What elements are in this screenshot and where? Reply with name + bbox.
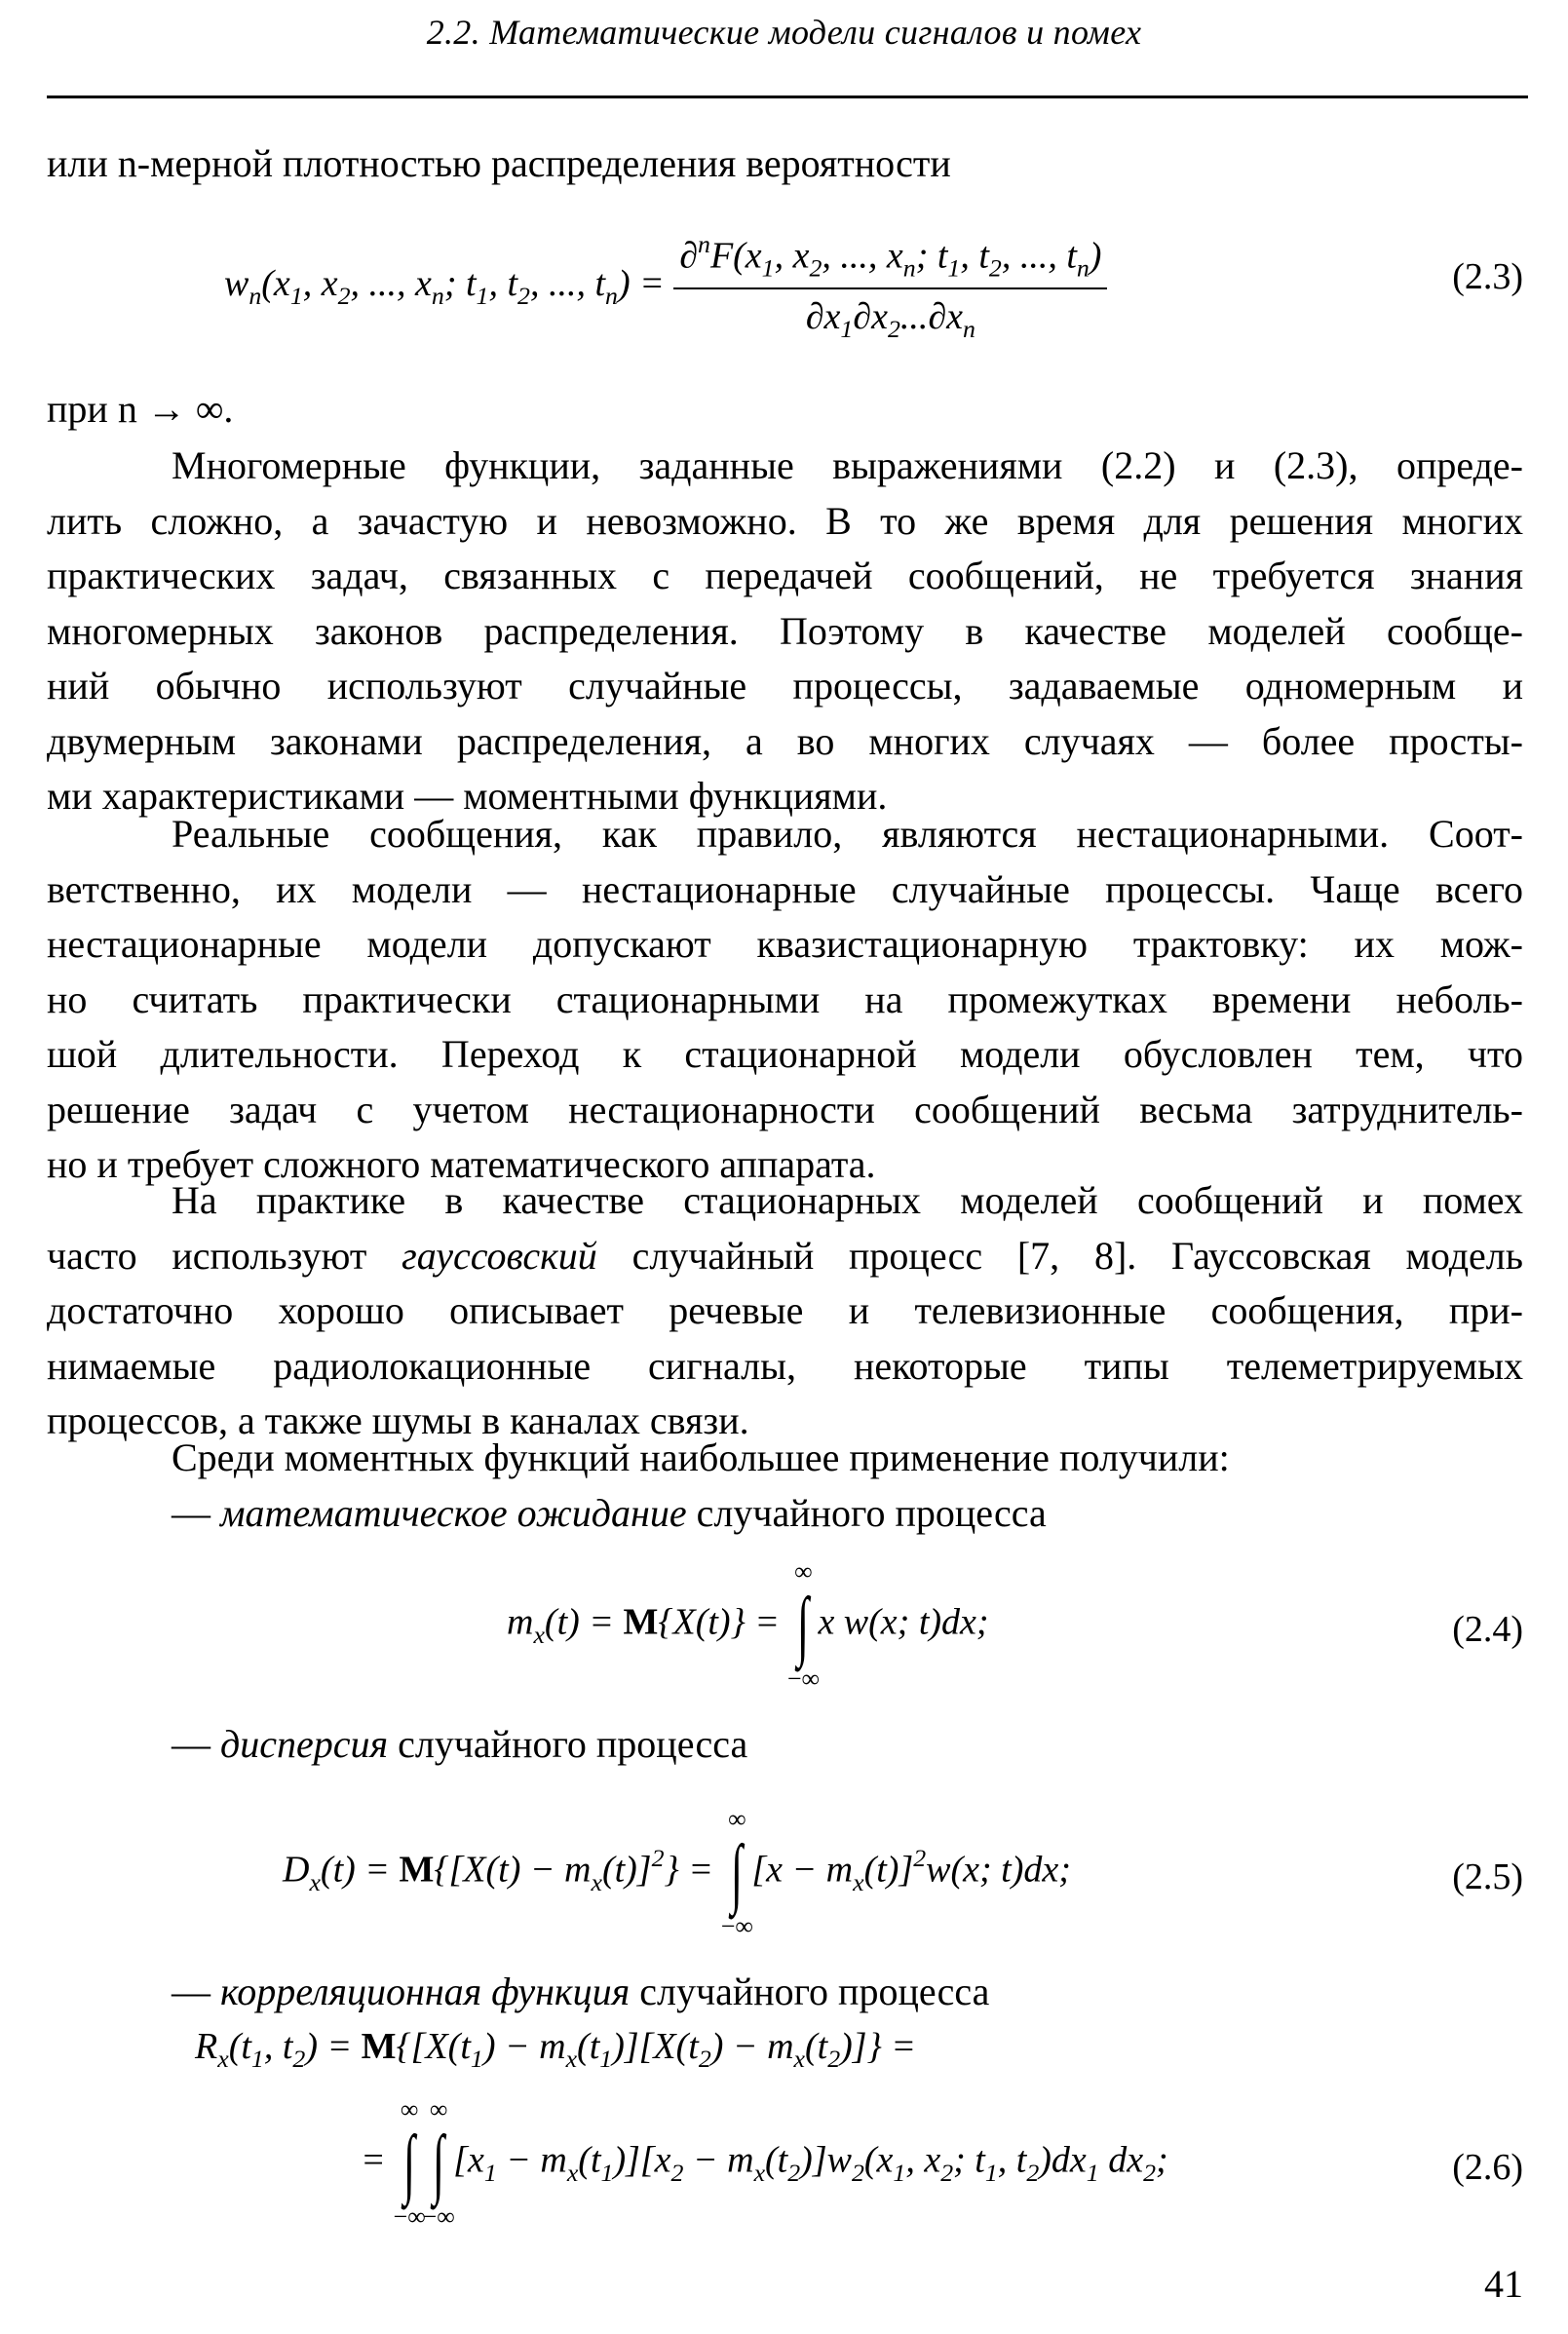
p2-line: но и требует сложного математического аппарата.	[47, 1142, 876, 1186]
integral-sign: ∞ ∫ −∞	[393, 2095, 426, 2231]
eq-2-6-number: (2.6)	[1452, 2147, 1523, 2188]
item-dash: —	[172, 1490, 210, 1535]
p1-line: многомерных законов распределения. Поэтому в качестве моделей сообще-	[47, 608, 1523, 653]
integral-sign: ∞ ∫ −∞	[422, 2095, 455, 2231]
p3-line: достаточно хорошо описывает речевые и телевизионные сообщения, при-	[47, 1288, 1523, 1332]
intro-condition-text: при n → ∞.	[47, 387, 234, 431]
p2-line: ветственно, их модели — нестационарные случайные процессы. Чаще всего	[47, 866, 1523, 911]
page-number: 41	[1484, 2262, 1523, 2306]
header-rule	[47, 96, 1528, 98]
integral-sign: ∞ ∫ −∞	[786, 1557, 821, 1693]
list-item-1	[47, 1486, 1523, 1542]
equation-2-6-line1: $R_x(t_1$, $t_2) = M\{[X(t_1) - m_x(t_1)][X(t_2) - m_x(t_2)]\}$ =	[195, 2026, 916, 2074]
eq-2-5-number: (2.5)	[1452, 1856, 1523, 1897]
p3-line	[47, 1229, 1523, 1284]
list-item-3-block	[47, 1965, 1523, 2020]
paragraph-4	[47, 1431, 1523, 1541]
p2-line: Реальные сообщения, как правило, являются нестационарными. Соот-	[172, 812, 1523, 856]
p3-line: нимаемые радиолокационные сигналы, некоторые типы телеметрируемых	[47, 1343, 1523, 1388]
integral-upper-limit: ∞	[429, 2095, 448, 2124]
p4-line: Среди моментных функций наибольшее применение получили:	[172, 1435, 1230, 1479]
p2-line: решение задач с учетом нестационарности сообщений весьма затруднитель-	[47, 1087, 1523, 1131]
eq-2-3-lhs: $w_n(x_1$, $x_2$, ..., $x_n$; $t_1$, $t_2$, ..., $t_n$) =	[224, 263, 665, 311]
list-item-2-block	[47, 1717, 1523, 1773]
list-item-3	[47, 1965, 1523, 2020]
p3-text: случайный процесс [7, 8]. Гауссовская модель	[631, 1233, 1524, 1278]
integral-lower-limit: −∞	[393, 2202, 426, 2231]
intro-condition	[47, 382, 1523, 438]
integral-upper-limit: ∞	[400, 2095, 419, 2124]
eq-2-3-denominator: $\partial x_1\partial x_2...\partial x_n$	[805, 295, 975, 343]
p1-line: лить сложно, а зачастую и невозможно. В то же время для решения многих	[47, 498, 1523, 543]
running-header: 2.2. Математические модели сигналов и помех	[426, 13, 1142, 52]
integral-lower-limit: −∞	[786, 1664, 821, 1693]
eq-2-4-number: (2.4)	[1452, 1609, 1523, 1650]
integral-upper-limit: ∞	[728, 1805, 746, 1833]
list-item-2	[47, 1717, 1523, 1773]
item-dash: —	[172, 1722, 210, 1766]
p1-line: Многомерные функции, заданные выражениями (2.2) и (2.3), опреде-	[172, 443, 1523, 487]
integral-sign: ∞ ∫ −∞	[720, 1805, 753, 1940]
p3-line: процессов, а также шумы в каналах связи.	[47, 1398, 749, 1442]
equation-2-6-line2: = ∞ ∫ −∞ ∞ ∫ −∞ $[x_1 - m_x(t_1)][x_2 - m_x(t_2)]w_2(x_1$, $x_2$; $t_1$, $t_2)dx_1$ $dx_2$;	[361, 2095, 1168, 2231]
eq-2-3-numerator: $\partial^nF(x_1$, $x_2$, ..., $x_n$; $t_1$, $t_2$, ..., $t_n$)	[673, 230, 1107, 289]
item-text: случайного процесса	[696, 1490, 1047, 1535]
p3-italic-term: гауссовский	[402, 1233, 597, 1278]
integral-lower-limit: −∞	[720, 1912, 753, 1940]
p2-line: нестационарные модели допускают квазистационарную трактовку: их мож-	[47, 922, 1523, 966]
p1-line: ми характеристиками — моментными функциями.	[47, 774, 888, 818]
equation-2-5: $D_x(t) = M\{[X(t) - m_x(t)]^2\}$ = ∞ ∫ −∞ $[x - m_x(t)]^2w(x$; t)dx;	[283, 1805, 1071, 1940]
item1-term: математическое ожидание	[220, 1490, 687, 1535]
eq-2-3-fraction	[673, 230, 1107, 344]
item-text: случайного процесса	[639, 1970, 990, 2013]
p3-line: На практике в качестве стационарных моделей сообщений и помех	[172, 1178, 1523, 1222]
intro-text: или n-мерной плотностью распределения вероятности	[47, 141, 951, 185]
item2-term: дисперсия	[220, 1722, 389, 1766]
equation-2-3	[224, 230, 1107, 344]
item-dash: —	[172, 1970, 210, 2013]
p1-line: двумерным законами распределения, а во многих случаях — более просты-	[47, 718, 1523, 763]
paragraph-1	[47, 439, 1523, 824]
p3-text: часто используют	[47, 1233, 367, 1278]
p1-line: ний обычно используют случайные процессы, задаваемые одномерным и	[47, 664, 1523, 708]
item-text: случайного процесса	[398, 1722, 748, 1766]
p2-line: шой длительности. Переход к стационарной модели обусловлен тем, что	[47, 1032, 1523, 1076]
integral-lower-limit: −∞	[422, 2202, 455, 2231]
eq-2-3-number: (2.3)	[1452, 256, 1523, 297]
p1-line: практических задач, связанных с передачей сообщений, не требуется знания	[47, 554, 1523, 597]
paragraph-3	[47, 1173, 1523, 1449]
integral-upper-limit: ∞	[794, 1557, 813, 1586]
intro-line	[47, 136, 1523, 192]
paragraph-2	[47, 807, 1523, 1193]
p2-line: но считать практически стационарными на промежутках времени неболь-	[47, 976, 1523, 1021]
equation-2-4: $m_x(t) = M\{X(t)\}$ = ∞ ∫ −∞ x w(x; t)dx;	[507, 1557, 989, 1693]
item3-term: корреляционная функция	[220, 1970, 631, 2013]
